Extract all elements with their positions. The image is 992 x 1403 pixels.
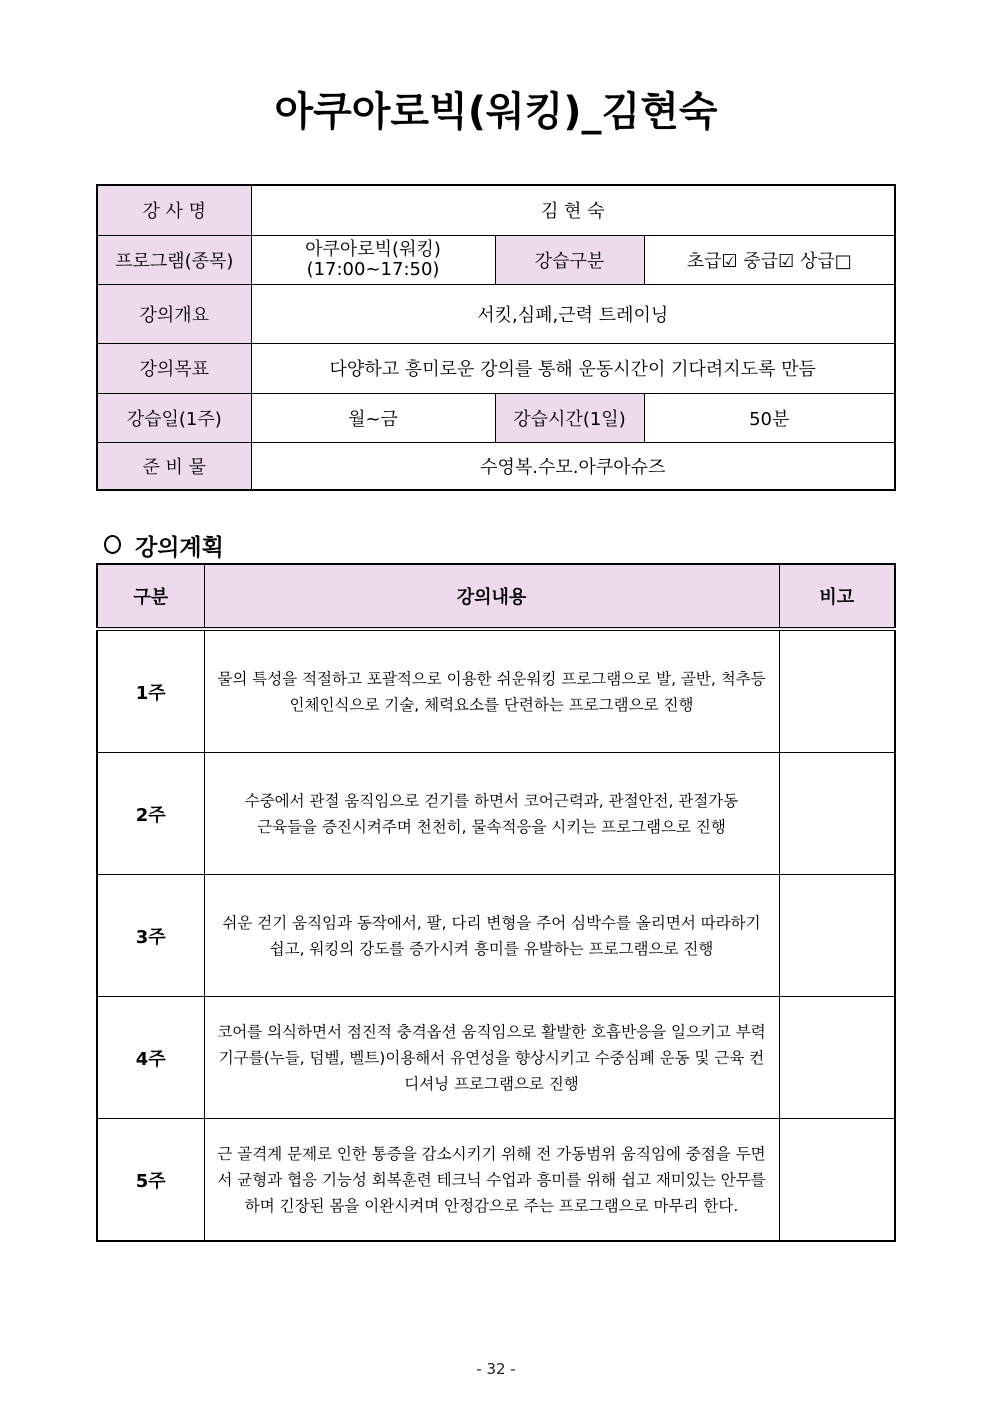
instructor-value: 김 현 숙 bbox=[251, 185, 895, 235]
note-cell bbox=[779, 753, 895, 875]
table-row bbox=[97, 629, 895, 753]
supplies-row bbox=[97, 442, 895, 490]
time-value: 50분 bbox=[644, 393, 895, 442]
overview-value: 서킷,심폐,근력 트레이닝 bbox=[251, 284, 895, 343]
overview-label: 강의개요 bbox=[97, 284, 251, 343]
circle-bullet-icon bbox=[104, 535, 121, 554]
goal-row bbox=[97, 343, 895, 393]
week-cell: 4주 bbox=[97, 997, 204, 1119]
section-heading bbox=[104, 529, 224, 562]
note-cell bbox=[779, 1119, 895, 1242]
week-cell: 5주 bbox=[97, 1119, 204, 1242]
table-row bbox=[97, 1119, 895, 1242]
content-cell: 쉬운 걷기 움직임과 동작에서, 팔, 다리 변형을 주어 심박수를 올리면서 따라하기 쉽고, 워킹의 강도를 증가시켜 흥미를 유발하는 프로그램으로 진행 bbox=[204, 875, 779, 997]
program-value bbox=[251, 235, 495, 284]
instructor-row bbox=[97, 185, 895, 235]
week-cell: 3주 bbox=[97, 875, 204, 997]
level-value: 초급☑ 중급☑ 상급□ bbox=[644, 235, 895, 284]
note-cell bbox=[779, 629, 895, 753]
goal-label: 강의목표 bbox=[97, 343, 251, 393]
table-row bbox=[97, 875, 895, 997]
program-time: (17:00~17:50) bbox=[306, 258, 440, 280]
content-cell: 근 골격계 문제로 인한 통증을 감소시키기 위해 전 가동범위 움직임에 중점을 두면서 균형과 협응 기능성 회복훈련 테크닉 수업과 흥미를 위해 쉽고 재미있는 안무를 하며 긴장된 몸을 이완시켜며 안정감으로 주는 프로그램으로 마무리 한다. bbox=[204, 1119, 779, 1242]
days-label: 강습일(1주) bbox=[97, 393, 251, 442]
header-content: 강의내용 bbox=[204, 564, 779, 629]
week-cell: 2주 bbox=[97, 753, 204, 875]
note-cell bbox=[779, 875, 895, 997]
schedule-row bbox=[97, 393, 895, 442]
document-title: 아쿠아로빅(워킹)_김현숙 bbox=[274, 89, 718, 135]
level-label: 강습구분 bbox=[495, 235, 644, 284]
supplies-label: 준 비 물 bbox=[97, 442, 251, 490]
note-cell bbox=[779, 997, 895, 1119]
header-week: 구분 bbox=[97, 564, 204, 629]
instructor-label: 강 사 명 bbox=[97, 185, 251, 235]
goal-value: 다양하고 흥미로운 강의를 통해 운동시간이 기다려지도록 만듬 bbox=[251, 343, 895, 393]
time-label: 강습시간(1일) bbox=[495, 393, 644, 442]
overview-row bbox=[97, 284, 895, 343]
week-cell: 1주 bbox=[97, 629, 204, 753]
program-row bbox=[97, 235, 895, 284]
table-row bbox=[97, 997, 895, 1119]
days-value: 월~금 bbox=[251, 393, 495, 442]
program-label: 프로그램(종목) bbox=[97, 235, 251, 284]
table-row bbox=[97, 753, 895, 875]
lecture-plan-table bbox=[96, 563, 896, 1242]
course-info-table bbox=[96, 184, 896, 491]
section-title: 강의계획 bbox=[135, 535, 224, 561]
header-note: 비고 bbox=[779, 564, 895, 629]
page-number: - 32 - bbox=[476, 1360, 516, 1378]
plan-header-row bbox=[97, 564, 895, 629]
content-cell: 물의 특성을 적절하고 포괄적으로 이용한 쉬운워킹 프로그램으로 발, 골반, 척추등 인체인식으로 기술, 체력요소를 단련하는 프로그램으로 진행 bbox=[204, 629, 779, 753]
content-cell: 코어를 의식하면서 점진적 충격옵션 움직임으로 활발한 호흡반응을 일으키고 부력 기구를(누들, 덤벨, 벨트)이용해서 유연성을 향상시키고 수중심폐 운동 및 근육 컨디셔닝 프로그램으로 진행 bbox=[204, 997, 779, 1119]
program-name: 아쿠아로빅(워킹) bbox=[305, 238, 441, 260]
supplies-value: 수영복.수모.아쿠아슈즈 bbox=[251, 442, 895, 490]
content-cell: 수중에서 관절 움직임으로 걷기를 하면서 코어근력과, 관절안전, 관절가동 근육들을 증진시켜주며 천천히, 물속적응을 시키는 프로그램으로 진행 bbox=[204, 753, 779, 875]
